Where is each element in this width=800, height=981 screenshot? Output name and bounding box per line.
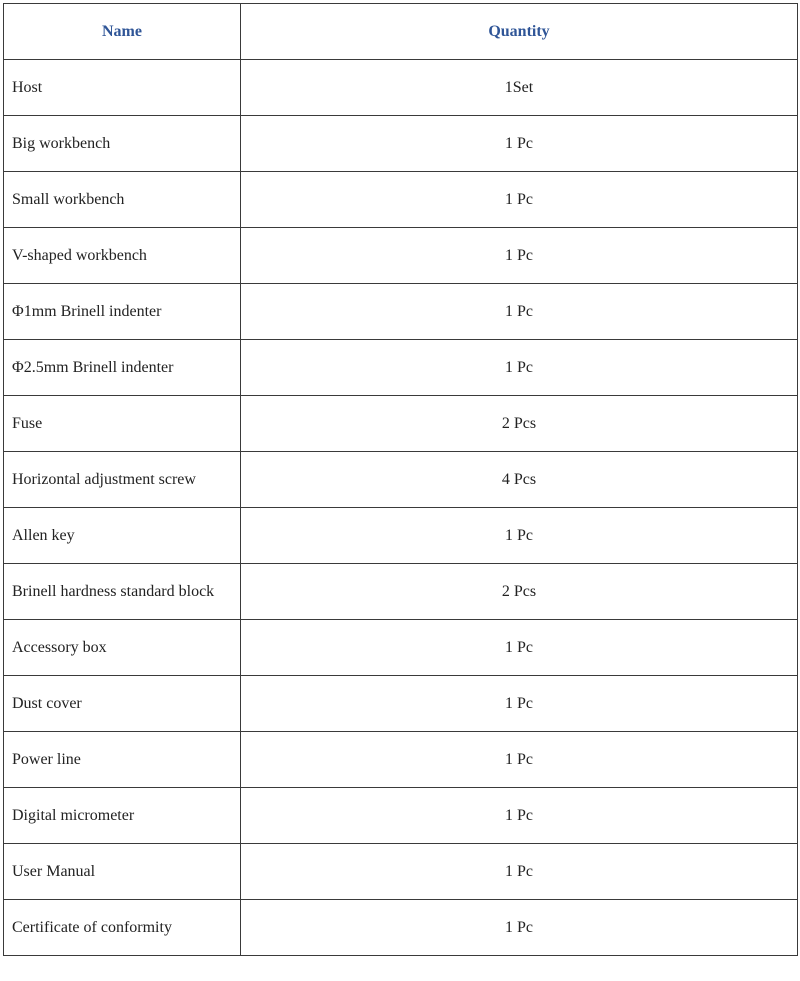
item-name-cell: Φ1mm Brinell indenter <box>4 284 241 340</box>
table-row <box>4 60 798 116</box>
item-quantity-cell: 1 Pc <box>241 228 798 284</box>
header-name: Name <box>4 4 241 60</box>
table-row <box>4 788 798 844</box>
item-name-cell: Allen key <box>4 508 241 564</box>
table-row <box>4 396 798 452</box>
item-quantity-cell: 1 Pc <box>241 900 798 956</box>
header-row <box>4 4 798 60</box>
item-name-cell: Φ2.5mm Brinell indenter <box>4 340 241 396</box>
item-quantity-cell: 1 Pc <box>241 172 798 228</box>
item-name-cell: Host <box>4 60 241 116</box>
item-quantity-cell: 1 Pc <box>241 732 798 788</box>
item-quantity-cell: 1 Pc <box>241 508 798 564</box>
item-name-cell: User Manual <box>4 844 241 900</box>
table-row <box>4 900 798 956</box>
item-name-cell: Digital micrometer <box>4 788 241 844</box>
item-name-cell: Certificate of conformity <box>4 900 241 956</box>
item-name-cell: Dust cover <box>4 676 241 732</box>
item-name-cell: V-shaped workbench <box>4 228 241 284</box>
item-quantity-cell: 2 Pcs <box>241 564 798 620</box>
item-quantity-cell: 1 Pc <box>241 620 798 676</box>
item-quantity-cell: 1 Pc <box>241 676 798 732</box>
table-row <box>4 676 798 732</box>
table-row <box>4 228 798 284</box>
header-quantity: Quantity <box>241 4 798 60</box>
item-quantity-cell: 1 Pc <box>241 116 798 172</box>
item-quantity-cell: 1 Pc <box>241 844 798 900</box>
item-quantity-cell: 1 Pc <box>241 340 798 396</box>
table-row <box>4 284 798 340</box>
table-row <box>4 732 798 788</box>
packing-list-table <box>3 3 798 956</box>
item-quantity-cell: 1 Pc <box>241 284 798 340</box>
table-row <box>4 844 798 900</box>
item-quantity-cell: 2 Pcs <box>241 396 798 452</box>
item-quantity-cell: 4 Pcs <box>241 452 798 508</box>
table-row <box>4 508 798 564</box>
table-row <box>4 172 798 228</box>
table-row <box>4 116 798 172</box>
table-body <box>4 60 798 956</box>
item-name-cell: Accessory box <box>4 620 241 676</box>
table-row <box>4 340 798 396</box>
table-row <box>4 564 798 620</box>
item-quantity-cell: 1 Pc <box>241 788 798 844</box>
table-header <box>4 4 798 60</box>
item-name-cell: Fuse <box>4 396 241 452</box>
item-name-cell: Brinell hardness standard block <box>4 564 241 620</box>
item-name-cell: Horizontal adjustment screw <box>4 452 241 508</box>
item-name-cell: Power line <box>4 732 241 788</box>
table-row <box>4 620 798 676</box>
table-row <box>4 452 798 508</box>
item-name-cell: Big workbench <box>4 116 241 172</box>
item-name-cell: Small workbench <box>4 172 241 228</box>
item-quantity-cell: 1Set <box>241 60 798 116</box>
